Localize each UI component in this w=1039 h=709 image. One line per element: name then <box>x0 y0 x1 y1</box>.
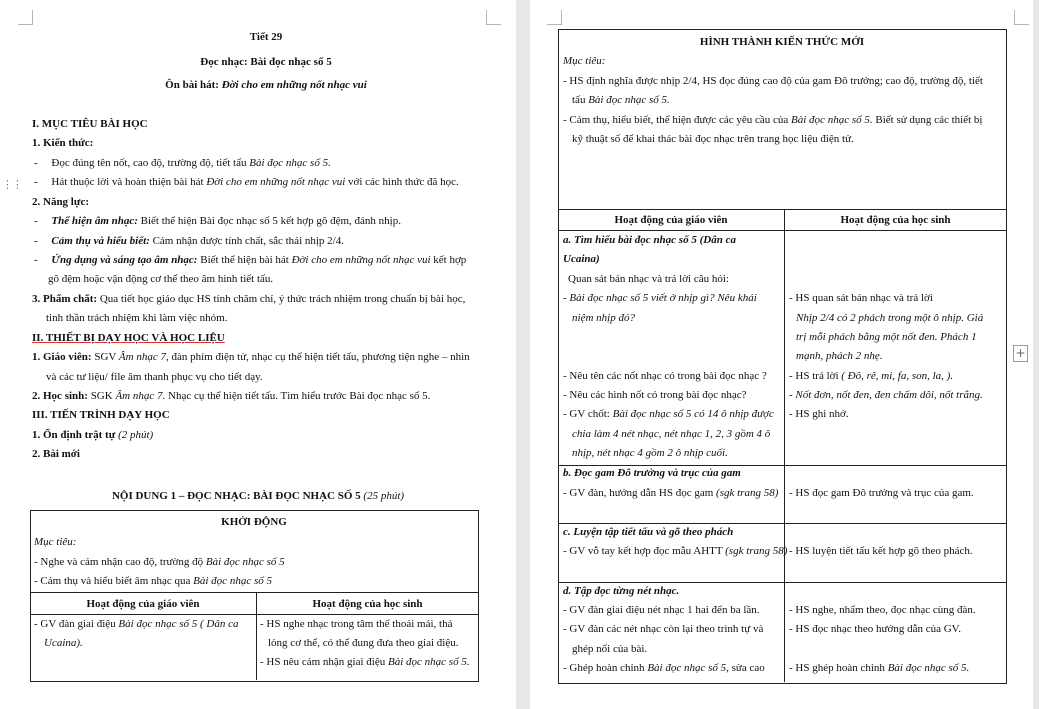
objective-item: tấu Bài đọc nhạc số 5. <box>572 94 670 106</box>
table-rule <box>558 582 1006 583</box>
table-rule <box>30 592 478 593</box>
subsection-heading: 2. Bài mới <box>32 448 80 460</box>
table-cell: - GV đàn các nét nhạc còn lại theo trình tự và <box>563 623 764 635</box>
activity-heading: Ucaina) <box>563 253 600 265</box>
table-cell: - Bài đọc nhạc số 5 viết ở nhịp gì? Nêu khái <box>563 292 757 304</box>
activity-heading: d. Tập đọc từng nét nhạc. <box>563 585 680 597</box>
section-heading: III. TIẾN TRÌNH DẠY HỌC <box>32 409 170 421</box>
lesson-number: Tiết 29 <box>249 31 283 43</box>
table-cell: - Nốt đơn, nốt đen, đen chấm dôi, nốt trắng. <box>789 389 983 401</box>
objective-item: - Cảm thụ, hiểu biết, thể hiện được các yêu cầu của Bài đọc nhạc số 5. Biết sử dụng các thiết bị <box>563 114 983 126</box>
table-cell: - HS ghi nhớ. <box>789 408 849 420</box>
column-header-student: Hoạt động của học sinh <box>312 598 423 610</box>
qualities-paragraph-continued: tinh thần trách nhiệm khi làm việc nhóm. <box>46 312 228 324</box>
add-row-icon[interactable]: + <box>1013 345 1028 362</box>
table-rule <box>784 209 785 682</box>
table-cell: chia làm 4 nét nhạc, nét nhạc 1, 2, 3 gồm 4 ô <box>572 428 771 440</box>
table-rule <box>558 465 1006 466</box>
table-cell: - HS đọc gam Đô trưởng và trục của gam. <box>789 487 974 499</box>
column-header-student: Hoạt động của học sinh <box>840 214 951 226</box>
table-cell: - HS trả lời ( Đô, rê, mi, fa, son, la, ). <box>789 370 954 382</box>
lesson-title: Đọc nhạc: Bài đọc nhạc số 5 <box>200 56 332 68</box>
table-cell: niệm nhịp đó? <box>572 312 635 324</box>
list-item: - Đọc đúng tên nốt, cao độ, trường độ, tiết tấu Bài đọc nhạc số 5. <box>34 157 331 169</box>
activity-heading: a. Tìm hiểu bài đọc nhạc số 5 (Dân ca <box>563 234 736 246</box>
column-header-teacher: Hoạt động của giáo viên <box>614 214 728 226</box>
left-page <box>0 0 516 709</box>
list-item-continued: gõ đệm hoặc vận động cơ thể theo âm hình tiết tấu. <box>48 273 274 285</box>
objective-item: - Nghe và cảm nhận cao độ, trường độ Bài đọc nhạc số 5 <box>34 556 285 568</box>
song-review-title: Ôn bài hát: Đời cho em những nốt nhạc vui <box>165 79 367 91</box>
table-cell: - HS nghe nhạc trong tâm thế thoải mái, thả <box>260 618 453 630</box>
table-rule <box>30 614 478 615</box>
right-page <box>530 0 1033 709</box>
table-cell: lỏng cơ thể, có thể đung đưa theo giai điệu. <box>268 637 459 649</box>
table-rule <box>558 209 1006 210</box>
objective-item: kỹ thuật số để khai thác bài đọc nhạc trên trang học liệu điện tử. <box>572 133 854 145</box>
content-heading: NỘI DUNG 1 – ĐỌC NHẠC: BÀI ĐỌC NHẠC SỐ 5 (25 phút) <box>111 490 405 502</box>
table-cell: - GV đàn, hướng dẫn HS đọc gam (sgk trang 58) <box>563 487 779 499</box>
objectives-label: Mục tiêu: <box>34 536 77 548</box>
table-cell: - HS đọc nhạc theo hướng dẫn của GV. <box>789 623 961 635</box>
list-item: - Thể hiện âm nhạc: Biết thể hiện Bài đọc nhạc số 5 kết hợp gõ đệm, đánh nhịp. <box>34 215 401 227</box>
table-cell: - GV đàn giai điệu nét nhạc 1 hai đến ba lần. <box>563 604 760 616</box>
table-cell: ghép nối của bài. <box>572 643 648 655</box>
list-item: - Cảm thụ và hiểu biết: Cảm nhận được tính chất, sắc thái nhịp 2/4. <box>34 235 344 247</box>
table-cell: trị mỗi phách bằng một nốt đen. Phách 1 <box>796 331 977 343</box>
table-cell: Ucaina). <box>44 637 83 649</box>
student-equipment: 2. Học sinh: SGK Âm nhạc 7. Nhạc cụ thể hiện tiết tấu. Tìm hiểu trước Bài đọc nhạc số 5. <box>32 390 431 402</box>
teacher-equipment-continued: và các tư liệu/ file âm thanh phục vụ cho tiết dạy. <box>46 371 263 383</box>
table-rule <box>558 523 1006 524</box>
subsection-heading: 1. Ổn định trật tự (2 phút) <box>32 429 154 441</box>
table-cell: - Ghép hoàn chỉnh Bài đọc nhạc số 5, sửa cao <box>563 662 765 674</box>
margin-corner-mark <box>547 10 562 25</box>
table-cell: - Nêu các hình nốt có trong bài đọc nhạc? <box>563 389 747 401</box>
table-cell: - HS quan sát bản nhạc và trả lời <box>789 292 933 304</box>
table-cell: - HS nghe, nhẩm theo, đọc nhạc cùng đàn. <box>789 604 976 616</box>
table-title: HÌNH THÀNH KIẾN THỨC MỚI <box>699 36 865 48</box>
activity-heading: c. Luyện tập tiết tấu và gõ theo phách <box>563 526 734 538</box>
subsection-heading: 1. Kiến thức: <box>32 137 94 149</box>
table-cell: - GV vỗ tay kết hợp đọc mẫu AHTT (sgk trang 58) <box>563 545 788 557</box>
table-cell: - HS ghép hoàn chỉnh Bài đọc nhạc số 5. <box>789 662 970 674</box>
table-title: KHỞI ĐỘNG <box>221 516 287 528</box>
column-header-teacher: Hoạt động của giáo viên <box>86 598 200 610</box>
table-rule <box>558 230 1006 231</box>
section-heading: I. MỤC TIÊU BÀI HỌC <box>32 118 148 130</box>
teacher-equipment: 1. Giáo viên: SGV Âm nhạc 7, đàn phím điện tử, nhạc cụ thể hiện tiết tấu, phương tiện nghe – nhìn <box>32 351 470 363</box>
table-cell: nhịp, nét nhạc 4 gồm 2 ô nhịp cuối. <box>572 447 728 459</box>
list-item: - Hát thuộc lời và hoàn thiện bài hát Đời cho em những nốt nhạc vui với các hình thức đã học. <box>34 176 459 188</box>
subsection-heading: 2. Năng lực: <box>32 196 90 208</box>
table-cell: - GV đàn giai điệu Bài đọc nhạc số 5 ( Dân ca <box>34 618 239 630</box>
table-cell: - HS luyện tiết tấu kết hợp gõ theo phách. <box>789 545 973 557</box>
objective-item: - HS định nghĩa được nhịp 2/4, HS đọc đúng cao độ của gam Đô trưởng; cao độ, trường độ, tiết <box>563 75 983 87</box>
table-cell: mạnh, phách 2 nhẹ. <box>796 350 883 362</box>
table-cell: Quan sát bản nhạc và trả lời câu hỏi: <box>568 273 729 285</box>
objective-item: - Cảm thụ và hiểu biết âm nhạc qua Bài đọc nhạc số 5 <box>34 575 272 587</box>
list-item: - Ứng dụng và sáng tạo âm nhạc: Biết thể hiện bài hát Đời cho em những nốt nhạc vui kết hợp <box>34 254 467 266</box>
qualities-paragraph: 3. Phẩm chất: Qua tiết học giáo dục HS tính chăm chỉ, ý thức trách nhiệm trong chuẩn bị bài học, <box>32 293 466 305</box>
drag-handle-icon[interactable]: ⋮⋮ <box>2 178 22 191</box>
table-cell: Nhịp 2/4 có 2 phách trong một ô nhịp. Giá <box>796 312 984 324</box>
activity-heading: b. Đọc gam Đô trưởng và trục của gam <box>563 467 741 479</box>
margin-corner-mark <box>18 10 33 25</box>
table-cell: - GV chốt: Bài đọc nhạc số 5 có 14 ô nhịp được <box>563 408 774 420</box>
margin-corner-mark <box>1014 10 1029 25</box>
objectives-label: Mục tiêu: <box>563 55 606 67</box>
margin-corner-mark <box>486 10 501 25</box>
section-heading: II. THIẾT BỊ DẠY HỌC VÀ HỌC LIỆU <box>32 332 225 344</box>
table-cell: - Nêu tên các nốt nhạc có trong bài đọc nhạc ? <box>563 370 767 382</box>
table-cell: - HS nêu cảm nhận giai điệu Bài đọc nhạc số 5. <box>260 656 470 668</box>
